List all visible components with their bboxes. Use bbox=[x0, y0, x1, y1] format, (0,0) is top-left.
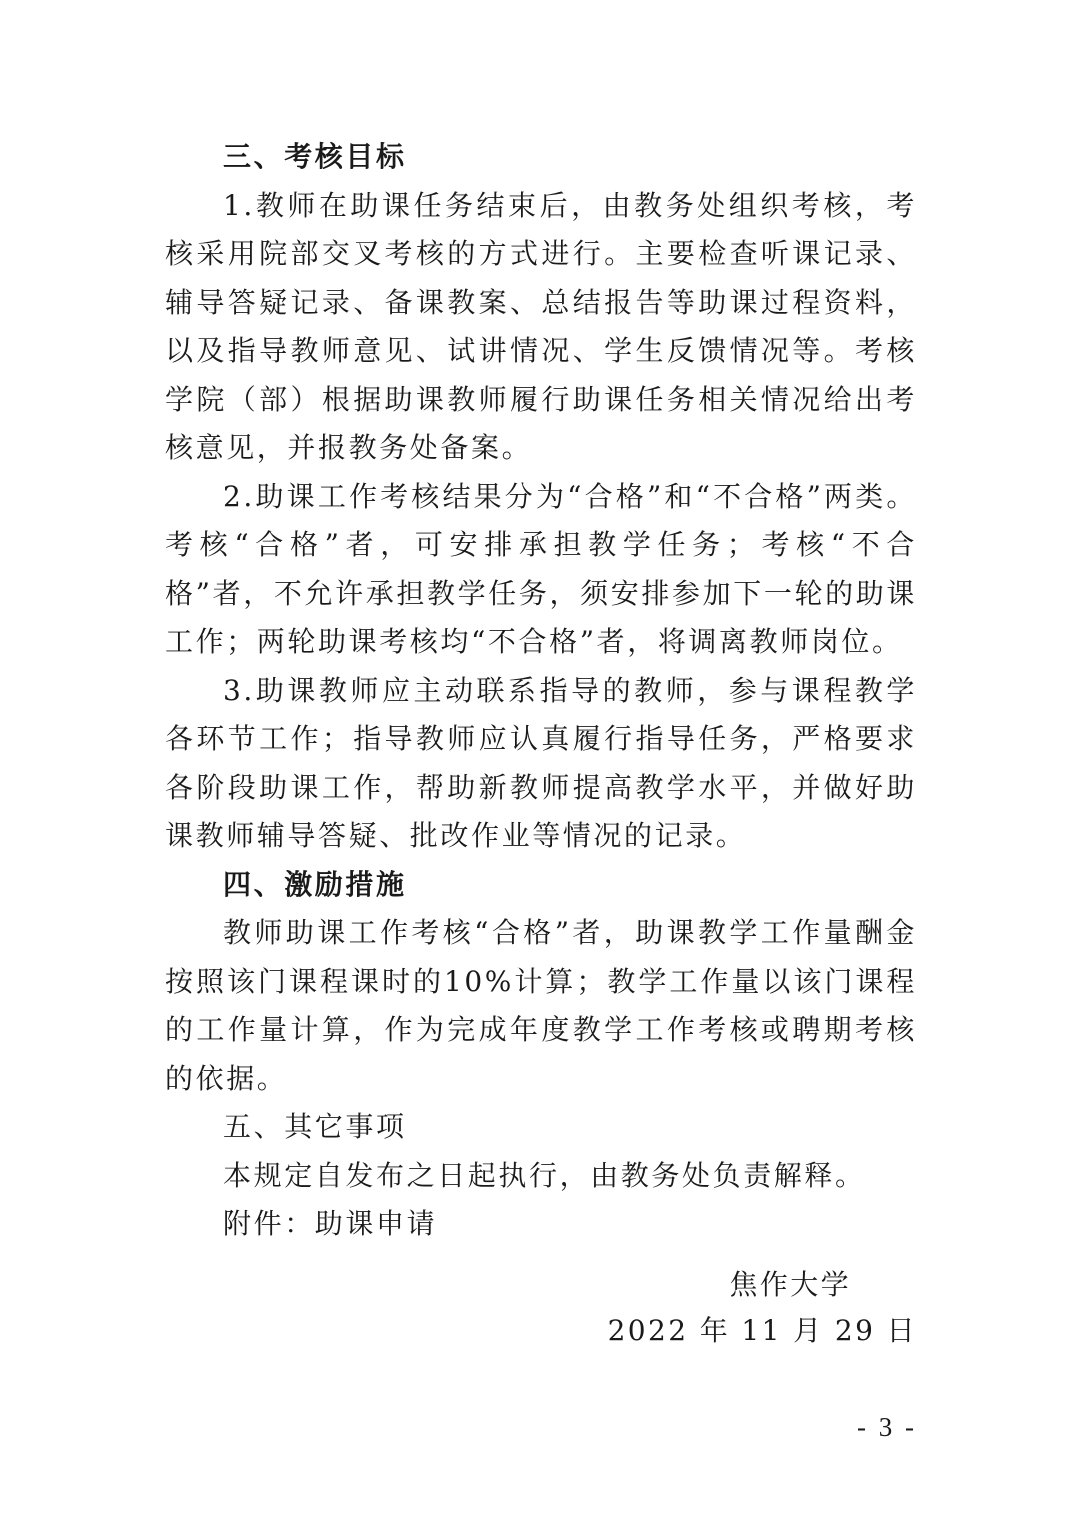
section-3-item-2: 2.助课工作考核结果分为“合格”和“不合格”两类。考核“合格”者，可安排承担教学任务；考核“不合格”者，不允许承担教学任务，须安排参加下一轮的助课工作；两轮助课考核均“不合格”者，将调离教师岗位。 bbox=[165, 479, 917, 658]
signature-organization: 焦作大学 bbox=[729, 1268, 851, 1301]
signature-date: 2022 年 11 月 29 日 bbox=[607, 1314, 917, 1347]
section-5-heading: 五、其它事项 bbox=[223, 1110, 407, 1143]
section-4-heading: 四、激励措施 bbox=[223, 867, 407, 901]
signature-block bbox=[608, 1262, 917, 1354]
section-5-text: 本规定自发布之日起执行，由教务处负责解释。 bbox=[223, 1158, 866, 1192]
attachment-line: 附件：助课申请 bbox=[223, 1207, 438, 1240]
page-number: - 3 - bbox=[857, 1412, 917, 1442]
section-3-heading: 三、考核目标 bbox=[223, 140, 407, 173]
section-3-item-3: 3.助课教师应主动联系指导的教师，参与课程教学各环节工作；指导教师应认真履行指导任务，严格要求各阶段助课工作，帮助新教师提高教学水平，并做好助课教师辅导答疑、批改作业等情况的记录。 bbox=[165, 673, 917, 852]
section-4-text: 教师助课工作考核“合格”者，助课教学工作量酬金按照该门课程课时的10%计算；教学工作量以该门课程的工作量计算，作为完成年度教学工作考核或聘期考核的依据。 bbox=[165, 916, 917, 1095]
section-3-item-1: 1.教师在助课任务结束后，由教务处组织考核，考核采用院部交叉考核的方式进行。主要检查听课记录、辅导答疑记录、备课教案、总结报告等助课过程资料，以及指导教师意见、试讲情况、学生反馈情况等。考核学院（部）根据助课教师履行助课任务相关情况给出考核意见，并报教务处备案。 bbox=[165, 188, 917, 464]
document-body bbox=[165, 133, 917, 1249]
